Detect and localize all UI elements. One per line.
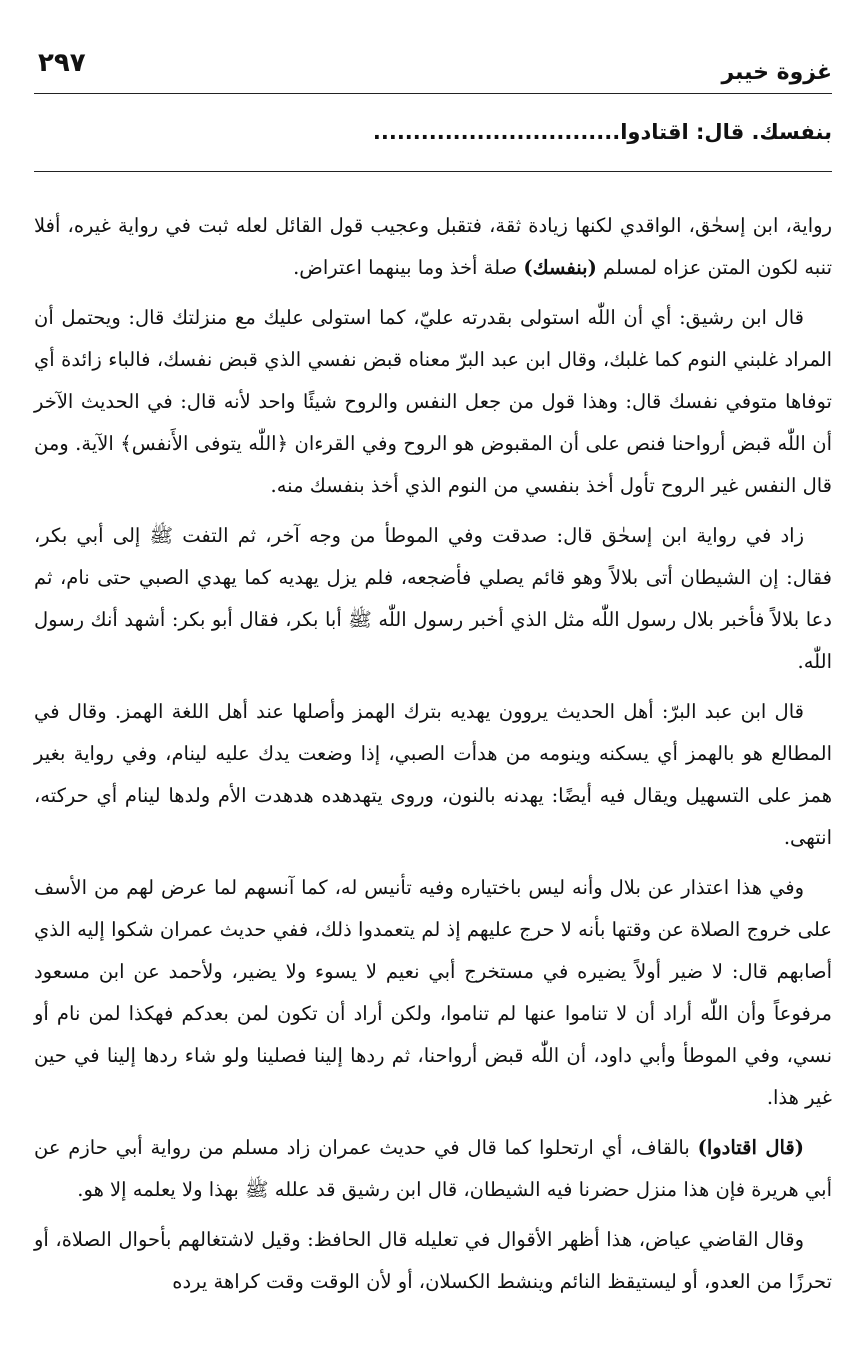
chapter-title: غزوة خيبر [721, 60, 832, 85]
lemma-dots: ..................... [452, 120, 621, 144]
paragraph-text: وفي هذا اعتذار عن بلال وأنه ليس باختياره وفيه تأنيس له، كما آنسهم لما عرض لهم من الأسف على خروج الصلاة عن وقتها بأنه لا حرج عليهم إذ لم يتعمدوا ذلك، ففي حديث عمران شكوا إليه الذي أصابهم قال: لا ضير أولاً يضيره في مستخرج أبي نعيم لا يسوء ولا يضير، ولأحمد عن ابن مسعود مرفوعاً وأن اللّٰه أراد أن لا تناموا عنها لم تناموا، ولكن أراد أن تكون لمن بعدكم فهكذا لمن نام أو نسي، وفي الموطأ وأبي داود، أن اللّٰه قبض أرواحنا، ثم ردها إلينا فصلينا ولو شاء ردها إلينا في حين غير هذا. [34, 876, 832, 1109]
lemma-text: بنفسك. قال: اقتادوا [620, 120, 832, 144]
paragraph [34, 867, 832, 1119]
paragraph [34, 1219, 832, 1303]
paragraph-text: زاد في رواية ابن إسحٰق قال: صدقت وفي الموطأ من وجه آخر، ثم التفت ﷺ إلى أبي بكر، فقال: إن الشيطان أتى بلالاً وهو قائم يصلي فأضجعه، فلم يزل يهديه كما يهدي الصبي حتى نام، ثم دعا بلالاً فأخبر بلال رسول اللّٰه مثل الذي أخبر رسول اللّٰه ﷺ أبا بكر، فقال أبو بكر: أشهد أنك رسول اللّٰه. [34, 524, 832, 673]
paragraph [34, 1127, 832, 1211]
lemma-line [34, 120, 832, 160]
paragraph [34, 205, 832, 289]
paragraph-text: رواية، ابن إسحٰق، الواقدي لكنها زيادة ثقة، فتقبل وعجيب قول القائل لعله ثبت في رواية غيره، أفلا تنبه لكون المتن عزاه لمسلم [34, 214, 832, 279]
paragraph-text: بالقاف، أي ارتحلوا كما قال في حديث عمران زاد مسلم من رواية أبي حازم عن أبي هريرة فإن هذا منزل حضرنا فيه الشيطان، قال ابن رشيق قد علله ﷺ بهذا ولا يعلمه إلا هو. [34, 1136, 832, 1201]
header-rule [34, 93, 832, 94]
paragraph-text: قال ابن رشيق: أي أن اللّٰه استولى بقدرته عليّ، كما استولى عليك مع منزلتك قال: ويحتمل أن المراد غلبني النوم كما غلبك، وقال ابن عبد البرّ معناه قبض نفسي الذي قبض نفسك، فالباء زائدة أي توفاها متوفي نفسك قال: وهذا قول من جعل النفس والروح شيئًا واحد لأنه قال: في الحديث الآخر أن اللّٰه قبض أرواحنا فنص على أن المقبوض هو الروح وفي القرءان ﴿اللّٰه يتوفى الأَنفس﴾ الآية. ومن قال النفس غير الروح تأول أخذ بنفسي من النوم الذي أخذ بنفسك منه. [34, 306, 832, 497]
paragraph-text: وقال القاضي عياض، هذا أظهر الأقوال في تعليله قال الحافظ: وقيل لاشتغالهم بأحوال الصلاة، أو تحرزًا من العدو، أو ليستيقظ النائم وينشط الكسلان، أو لأن الوقت وقت كراهة يرده [34, 1228, 832, 1293]
lemma-dots-end: .......... [372, 120, 453, 144]
page-number: ٢٩٧ [38, 48, 86, 78]
paragraph [34, 515, 832, 683]
bold-lemma: (بنفسك) [523, 256, 597, 279]
paragraph-text: قال ابن عبد البرّ: أهل الحديث يروون يهديه بترك الهمز وأصلها عند أهل اللغة الهمز. وقال في المطالع هو بالهمز أي يسكنه وينومه من هدأت الصبي، إذا وضعت يدك عليه لينام، وفي رواية بغير همز على التسهيل ويقال فيه أيضًا: يهدنه بالنون، وروى يتهدهده هدهدت الأم ولدها لينام أي حركته، انتهى. [34, 700, 832, 849]
lemma-rule [34, 171, 832, 172]
paragraph [34, 297, 832, 507]
bold-lemma: (قال اقتادوا) [697, 1136, 804, 1159]
paragraph-text: صلة أخذ وما بينهما اعتراض. [293, 256, 524, 279]
commentary-text [34, 205, 832, 1311]
running-head [34, 40, 832, 90]
paragraph [34, 691, 832, 859]
